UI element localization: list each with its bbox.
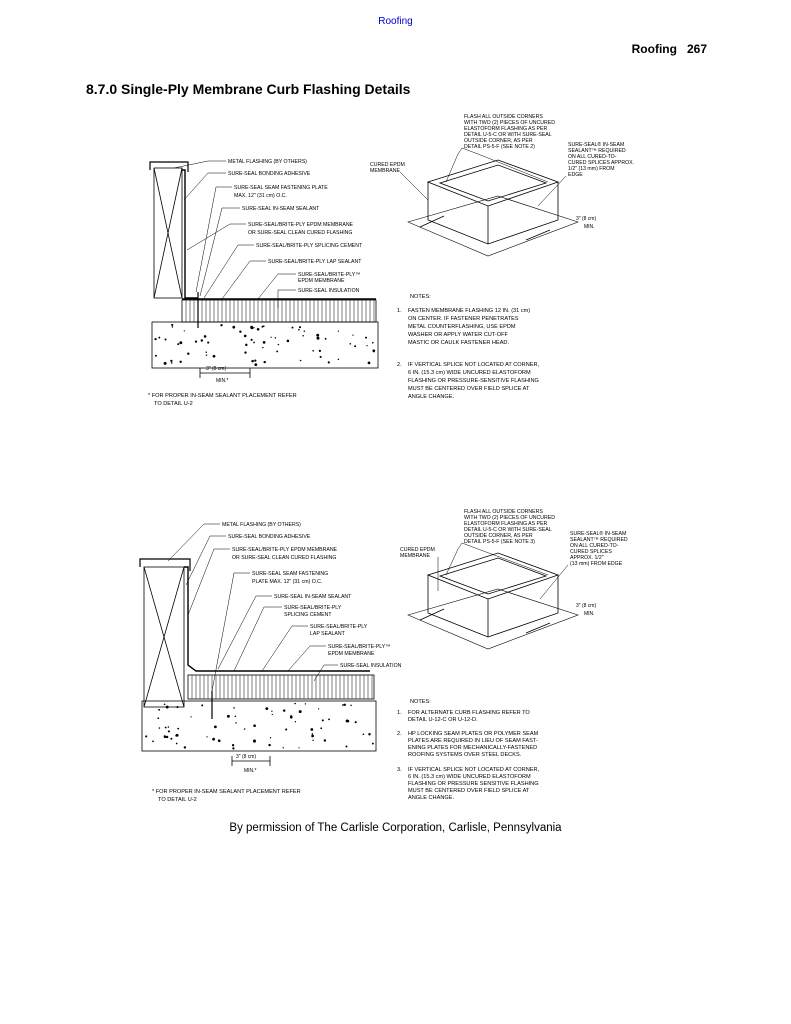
aggregate-dot (283, 747, 284, 748)
aggregate-dot (155, 355, 157, 357)
leader-line (186, 536, 226, 585)
aggregate-dot (227, 715, 230, 718)
curb-flashing-detail-1 (138, 110, 638, 420)
callout-text: SURE-SEAL BONDING ADHESIVE (228, 171, 311, 177)
aggregate-dot (262, 347, 263, 348)
dimension-label (236, 754, 257, 774)
notes-block (397, 294, 540, 400)
aggregate-dot (328, 361, 330, 363)
footnote (148, 393, 297, 407)
aggregate-dot (312, 733, 314, 735)
notes-block (397, 699, 540, 801)
aggregate-dot (283, 709, 285, 711)
callout-text: ON ALL CURED-TO- (570, 543, 619, 549)
callout-text: SURE-SEAL/BRITE-PLY™ (328, 644, 391, 650)
callout-text: SURE-SEAL/BRITE-PLY (310, 624, 368, 630)
aggregate-dot (159, 727, 161, 729)
note-line: 6 IN. (15.3 cm) WIDE UNCURED ELASTOFORM (408, 774, 531, 780)
callout-text: CURED EPDM (400, 547, 435, 553)
callout-text: APPROX. 1/2" (570, 555, 604, 561)
callout-text: CURED SPLICES (570, 549, 612, 555)
callout-text: ELASTOFORM FLASHING AS PER (464, 521, 548, 527)
aggregate-dot (295, 721, 296, 722)
isometric-view (408, 160, 578, 256)
dimension-min-text: MIN.* (216, 378, 229, 384)
aggregate-dot (365, 337, 367, 339)
concrete-aggregate (154, 324, 375, 366)
note-number: 2. (397, 731, 402, 737)
aggregate-dot (170, 738, 172, 740)
figure-caption: By permission of The Carlisle Corporation, Carlisle, Pennsylvania (229, 822, 562, 834)
aggregate-dot (158, 337, 160, 339)
dimension-label (206, 366, 229, 384)
callout-text: CURED EPDM (370, 162, 405, 168)
leader-line (222, 261, 266, 299)
callout-text: SURE-SEAL BONDING ADHESIVE (228, 534, 311, 540)
callout-text: SURE-SEAL INSULATION (340, 663, 402, 669)
aggregate-dot (204, 335, 207, 338)
callout-text: SURE-SEAL IN-SEAM SEALANT (242, 206, 320, 212)
aggregate-dot (220, 324, 222, 326)
aggregate-dot (244, 728, 246, 730)
leader-line (462, 543, 548, 575)
aggregate-dot (166, 736, 168, 738)
aggregate-dot (298, 329, 300, 331)
aggregate-dot (244, 335, 247, 338)
aggregate-dot (265, 707, 268, 710)
dimension-text: 3" (8 cm) (206, 366, 227, 372)
aggregate-dot (190, 716, 191, 717)
detail-drawing-2 (138, 505, 638, 810)
callout-text: SURE-SEAL/BRITE-PLY™ (298, 272, 361, 278)
aggregate-dot (232, 744, 234, 746)
callout-text: MAX. 12" (31 cm) O.C. (234, 193, 287, 199)
leader-line (314, 665, 338, 681)
leader-line (462, 148, 548, 182)
aggregate-dot (253, 740, 256, 743)
aggregate-dot (253, 342, 255, 344)
aggregate-dot (164, 735, 166, 737)
aggregate-dot (350, 705, 351, 706)
note-line: PLATES ARE REQUIRED IN LIEU OF SEAM FAST- (408, 738, 538, 744)
note-number: 2. (397, 362, 402, 368)
aggregate-dot (344, 704, 346, 706)
aggregate-dot (270, 337, 271, 338)
callout-text: EPDM MEMBRANE (298, 278, 345, 284)
notes-title: NOTES: (410, 294, 431, 300)
iso-dimension-min-text: MIN. (584, 611, 595, 617)
aggregate-dot (263, 361, 265, 363)
note-line: FASTEN MEMBRANE FLASHING 12 IN. (31 cm) (408, 308, 531, 314)
aggregate-dot (300, 360, 302, 362)
aggregate-dot (187, 352, 189, 354)
aggregate-dot (272, 714, 273, 715)
aggregate-dot (317, 337, 320, 340)
aggregate-dot (299, 710, 302, 713)
callout-text: METAL FLASHING (BY OTHERS) (222, 522, 301, 528)
note-line: ON CENTER. IF FASTENER PENETRATES (408, 316, 519, 322)
callout-text: OR SURE-SEAL CLEAN CURED FLASHING (232, 555, 337, 561)
aggregate-dot (233, 707, 235, 709)
note-line: WASHER OR APPLY WATER CUT-OFF (408, 332, 508, 338)
aggregate-dot (311, 735, 314, 738)
aggregate-dot (299, 326, 301, 328)
note-line: ENING PLATES FOR MECHANICALLY-FASTENED (408, 745, 538, 751)
insulation-hatching (186, 300, 374, 322)
aggregate-dot (157, 717, 159, 719)
footnote (152, 789, 301, 803)
aggregate-dot (275, 337, 276, 338)
curb-flashing-detail-2 (138, 505, 638, 810)
aggregate-dot (312, 350, 314, 352)
aggregate-dot (319, 350, 321, 352)
note-line: HP LOCKING SEAM PLATES OR POLYMER SEAM (408, 731, 539, 737)
callout-text: DETAIL PS-5-F (SEE NOTE 3) (464, 539, 535, 545)
aggregate-dot (366, 345, 367, 346)
aggregate-dot (145, 735, 147, 737)
aggregate-dot (251, 360, 254, 363)
iso-dimension-min-text: MIN. (584, 224, 595, 230)
callout-text: SURE-SEAL® IN-SEAM (570, 531, 627, 537)
aggregate-dot (232, 326, 235, 329)
aggregate-dot (206, 354, 207, 355)
aggregate-dot (346, 746, 348, 748)
callout-text: PLATE MAX. 12" (31 cm) O.C. (252, 579, 323, 585)
aggregate-dot (287, 340, 290, 343)
section-title: 8.7.0 Single-Ply Membrane Curb Flashing Details (86, 81, 411, 97)
note-number: 1. (397, 710, 402, 716)
note-line: DETAIL U-12-C OR U-12-D. (408, 717, 478, 723)
aggregate-dot (239, 331, 241, 333)
aggregate-dot (254, 359, 256, 361)
note-line: IF VERTICAL SPLICE NOT LOCATED AT CORNER, (408, 767, 540, 773)
aggregate-dot (271, 711, 272, 712)
callout-text: SURE-SEAL® IN-SEAM (568, 142, 625, 148)
aggregate-dot (276, 350, 278, 352)
callout-text: FLASH ALL OUTSIDE CORNERS (464, 114, 543, 120)
callout-text: SURE-SEAL INSULATION (298, 288, 360, 294)
callout-text: OUTSIDE CORNER, AS PER (464, 533, 533, 539)
aggregate-dot (171, 362, 173, 364)
aggregate-dot (253, 724, 256, 727)
leader-line (262, 626, 308, 671)
leader-line (234, 607, 282, 671)
callout-text: SURE-SEAL IN-SEAM SEALANT (274, 594, 352, 600)
aggregate-dot (177, 343, 179, 345)
aggregate-dot (285, 728, 287, 730)
callout-text: 1/2" (13 mm) FROM (568, 166, 615, 172)
aggregate-dot (349, 343, 351, 345)
insulation-hatching (192, 675, 372, 699)
aggregate-dot (166, 706, 169, 709)
aggregate-dot (218, 739, 221, 742)
aggregate-dot (176, 743, 178, 745)
note-line: 6 IN. (15.3 cm) WIDE UNCURED ELASTOFORM (408, 370, 531, 376)
aggregate-dot (184, 746, 186, 748)
footnote-line: * FOR PROPER IN-SEAM SEALANT PLACEMENT REFER (152, 789, 301, 795)
aggregate-dot (245, 344, 247, 346)
note-line: FLASHING OR PRESSURE SENSITIVE FLASHING (408, 781, 539, 787)
note-line: MUST BE CENTERED OVER FIELD SPLICE AT (408, 788, 530, 794)
aggregate-dot (312, 740, 313, 741)
aggregate-dot (338, 359, 339, 360)
aggregate-dot (201, 339, 203, 341)
callout-text: ELASTOFORM FLASHING AS PER (464, 126, 548, 132)
callout-text: WITH TWO (2) PIECES OF UNCURED (464, 515, 555, 521)
leader-line (188, 549, 230, 615)
isometric-callouts (370, 114, 634, 230)
aggregate-dot (251, 339, 253, 341)
aggregate-dot (338, 330, 339, 331)
callout-text: SURE-SEAL/BRITE-PLY EPDM MEMBRANE (232, 547, 338, 553)
note-line: IF VERTICAL SPLICE NOT LOCATED AT CORNER, (408, 362, 540, 368)
callout-text: SURE-SEAL SEAM FASTENING PLATE (234, 185, 328, 191)
aggregate-dot (355, 721, 357, 723)
note-number: 1. (397, 308, 402, 314)
aggregate-dot (184, 330, 185, 331)
leader-line (212, 573, 250, 691)
aggregate-dot (164, 704, 166, 706)
aggregate-dot (328, 718, 330, 720)
note-line: ROOFING SYSTEMS OVER STEEL DECKS. (408, 752, 522, 758)
note-line: FLASHING OR PRESSURE-SENSITIVE FLASHING (408, 378, 539, 384)
aggregate-dot (206, 736, 207, 737)
callout-text: SURE-SEAL/BRITE-PLY LAP SEALANT (268, 259, 362, 265)
iso-dimension-text: 3" (8 cm) (576, 603, 597, 609)
aggregate-dot (318, 708, 319, 709)
aggregate-dot (165, 727, 167, 729)
aggregate-dot (214, 726, 217, 729)
isometric-callouts (400, 509, 628, 617)
callout-text: DETAIL PS-5-F (SEE NOTE 2) (464, 144, 535, 150)
isometric-view (408, 553, 578, 649)
aggregate-dot (154, 338, 156, 340)
callout-text: METAL FLASHING (BY OTHERS) (228, 159, 307, 165)
aggregate-dot (298, 747, 299, 748)
footnote-line: TO DETAIL U-2 (154, 401, 193, 407)
dimension-text: 3" (8 cm) (236, 754, 257, 760)
note-line: MUST BE CENTERED OVER FIELD SPLICE AT (408, 386, 530, 392)
aggregate-dot (205, 351, 206, 352)
aggregate-dot (373, 351, 374, 352)
callout-text: LAP SEALANT (310, 631, 345, 637)
callout-text: CURED SPLICES APPROX. (568, 160, 635, 166)
callout-text: EPDM MEMBRANE (328, 651, 375, 657)
aggregate-dot (235, 716, 237, 718)
leader-line (184, 173, 226, 200)
callout-text: SEALANT™ REQUIRED (570, 537, 628, 543)
callout-text: OR SURE-SEAL CLEAN CURED FLASHING (248, 230, 353, 236)
aggregate-dot (261, 326, 263, 328)
running-section: Roofing (631, 42, 677, 56)
callout-text: FLASH ALL OUTSIDE CORNERS (464, 509, 543, 515)
callout-text: EDGE (568, 172, 583, 178)
aggregate-dot (164, 338, 166, 340)
aggregate-dot (368, 733, 370, 735)
aggregate-dot (180, 361, 182, 363)
aggregate-dot (201, 704, 203, 706)
aggregate-dot (212, 738, 215, 741)
aggregate-dot (294, 703, 296, 705)
leader-line (168, 524, 220, 561)
aggregate-dot (278, 344, 280, 346)
aggregate-dot (372, 743, 374, 745)
aggregate-dot (170, 360, 172, 362)
footnote-line: * FOR PROPER IN-SEAM SEALANT PLACEMENT REFER (148, 393, 297, 399)
callout-text: DETAIL U-5-C OR WITH SURE-SEAL (464, 132, 552, 138)
note-number: 3. (397, 767, 402, 773)
callout-text: (13 mm) FROM EDGE (570, 561, 623, 567)
detail-drawing-1 (138, 110, 638, 420)
callout-text: SURE-SEAL/BRITE-PLY SPLICING CEMENT (256, 243, 363, 249)
aggregate-dot (195, 341, 197, 343)
aggregate-dot (179, 341, 182, 344)
callout-text: ON ALL CURED-TO- (568, 154, 617, 160)
aggregate-dot (346, 719, 349, 722)
aggregate-dot (175, 735, 176, 736)
aggregate-dot (235, 722, 236, 723)
aggregate-dot (207, 342, 209, 344)
aggregate-dot (213, 355, 216, 358)
aggregate-dot (292, 327, 294, 329)
aggregate-dot (320, 356, 322, 358)
aggregate-dot (176, 706, 178, 708)
callout-text: SPLICING CEMENT (284, 612, 332, 618)
callout-text: WITH TWO (2) PIECES OF UNCURED (464, 120, 555, 126)
leader-line (204, 245, 254, 298)
aggregate-dot (254, 363, 257, 366)
aggregate-dot (354, 345, 356, 347)
aggregate-dot (310, 728, 313, 731)
aggregate-dot (290, 716, 293, 719)
aggregate-dot (250, 326, 253, 329)
aggregate-dot (158, 709, 160, 711)
callout-text: SURE-SEAL SEAM FASTENING (252, 571, 329, 577)
callout-text: MEMBRANE (370, 168, 400, 174)
iso-dimension-text: 3" (8 cm) (576, 216, 597, 222)
aggregate-dot (171, 324, 173, 326)
leader-line (288, 646, 326, 671)
dimension-min-text: MIN.* (244, 768, 257, 774)
callout-text: OUTSIDE CORNER, AS PER (464, 138, 533, 144)
concrete-aggregate (145, 703, 374, 750)
note-line: ANGLE CHANGE. (408, 795, 455, 801)
aggregate-dot (368, 362, 371, 365)
aggregate-dot (253, 327, 254, 328)
aggregate-dot (270, 737, 271, 738)
aggregate-dot (352, 334, 353, 335)
aggregate-dot (263, 341, 266, 344)
aggregate-dot (177, 728, 179, 730)
aggregate-dot (244, 351, 246, 353)
aggregate-dot (302, 335, 304, 337)
page-number: 267 (686, 42, 707, 56)
footnote-line: TO DETAIL U-2 (158, 797, 197, 803)
aggregate-dot (316, 334, 319, 337)
aggregate-dot (172, 326, 174, 328)
aggregate-dot (324, 739, 326, 741)
callout-text: DETAIL U-5-C OR WITH SURE-SEAL (464, 527, 552, 533)
aggregate-dot (325, 338, 327, 340)
running-head (632, 42, 707, 56)
note-line: ANGLE CHANGE. (408, 394, 455, 400)
aggregate-dot (322, 719, 324, 721)
aggregate-dot (168, 730, 170, 732)
aggregate-dot (152, 741, 154, 743)
aggregate-dot (164, 362, 167, 365)
aggregate-dot (305, 703, 306, 704)
note-line: METAL COUNTERFLASHING, USE EPDM (408, 324, 516, 330)
aggregate-dot (232, 747, 234, 749)
callout-text: SURE-SEAL/BRITE-PLY (284, 605, 342, 611)
leader-line (538, 176, 566, 206)
leader-line (258, 274, 296, 299)
aggregate-dot (363, 733, 365, 735)
callout-text: SEALANT™ REQUIRED (568, 148, 626, 154)
notes-title: NOTES: (410, 699, 431, 705)
note-line: MASTIC OR CAULK FASTENER HEAD. (408, 340, 510, 346)
aggregate-dot (268, 744, 270, 746)
aggregate-dot (320, 727, 322, 729)
callout-text: SURE-SEAL/BRITE-PLY EPDM MEMBRANE (248, 222, 354, 228)
aggregate-dot (168, 726, 170, 728)
aggregate-dot (372, 342, 374, 344)
section-callouts (222, 522, 402, 669)
leader-line (400, 172, 428, 200)
header-roofing-link[interactable]: Roofing (378, 16, 413, 27)
aggregate-dot (304, 330, 306, 332)
note-line: FOR ALTERNATE CURB FLASHING REFER TO (408, 710, 530, 716)
aggregate-dot (257, 328, 260, 331)
callout-text: MEMBRANE (400, 553, 430, 559)
